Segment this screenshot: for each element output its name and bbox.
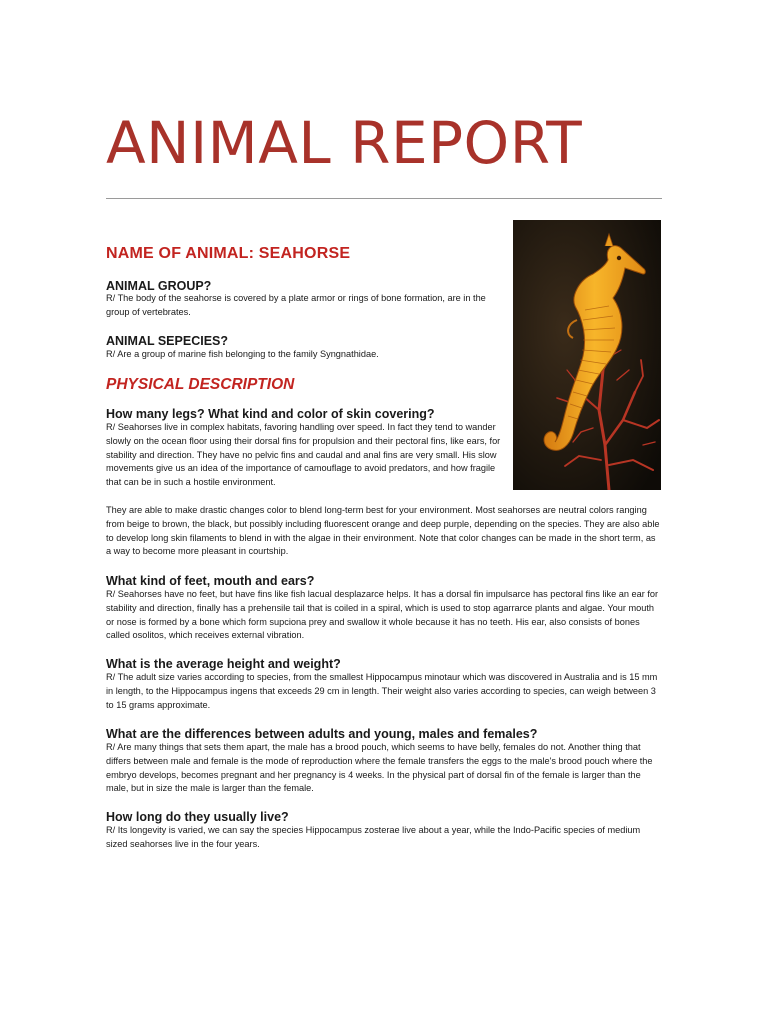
animal-group-question: ANIMAL GROUP? [106, 279, 212, 293]
feet-question: What kind of feet, mouth and ears? [106, 574, 315, 588]
animal-group-answer: R/ The body of the seahorse is covered by a plate armor or rings of bone formation, are in the group of vertebrates. [106, 293, 486, 317]
animal-species-question: ANIMAL SEPECIES? [106, 334, 229, 348]
title-divider [106, 198, 662, 199]
differences-answer: R/ Are many things that sets them apart, the male has a brood pouch, which seems to have belly, females do not. Another thing that differs between male and female is the mode of reproduction where the female transfers the eggs to the male's brood pouch where the embryo develops, becomes pregnant and her pregnancy is 4 weeks. In the physical part of dorsal fin of the female is larger than the male, but in size the male is larger than the female. [106, 742, 653, 794]
legs-answer-1: R/ Seahorses live in complex habitats, favoring handling over speed. In fact they tend to wander slowly on the ocean floor using their dorsal fins for propulsion and their pectoral fins, like ears, for stability and direction. They have no pelvic fins and caudal and anal fins are very small. His slow movements give us an idea of the importance of camouflage to avoid predators, and how fragile that can be in such a hostile environment. [106, 422, 501, 488]
lifespan-question: How long do they usually live? [106, 810, 289, 824]
height-answer: R/ The adult size varies according to species, from the smallest Hippocampus minotaur which was discovered in Australia and is 15 mm in length, to the Hippocampus ingens that exceeds 29 cm in length. Their weight also varies according to species, can weigh between 3 to 15 grams approximate. [106, 672, 658, 710]
legs-answer-2: They are able to make drastic changes color to blend long-term best for your environment. Most seahorses are neutral colors ranging from beige to brown, the black, but possibly including fluorescent orange and deep purple, depending on the species. They are also able to develop long skin filaments to blend in with the algae in their environment. Note that color changes can be made in the short term, as a way to become more pleasant in courtship. [106, 505, 660, 557]
height-question: What is the average height and weight? [106, 657, 341, 671]
animal-species-answer: R/ Are a group of marine fish belonging to the family Syngnathidae. [106, 349, 379, 359]
animal-name-heading: NAME OF ANIMAL: SEAHORSE [106, 245, 351, 262]
differences-question: What are the differences between adults and young, males and females? [106, 727, 538, 741]
legs-question: How many legs? What kind and color of skin covering? [106, 407, 435, 421]
lifespan-answer: R/ Its longevity is varied, we can say the species Hippocampus zosterae live about a year, while the Indo-Pacific species of medium sized seahorses live in the four years. [106, 825, 641, 849]
physical-description-heading: PHYSICAL DESCRIPTION [106, 376, 295, 393]
feet-answer: R/ Seahorses have no feet, but have fins like fish lacual desplazarce helps. It has a dorsal fin impulsarce has pectoral fins like an ear for stability and direction, finally has a prehensile tail that is coiled in a spiral, which is used to stop agarrarce plants and algae. Your mouth or nose is formed by a bone which form supciona prey and swallow it whole because it has no teeth. His ear, also consists of bones called osolitos, which receives external vibration. [106, 589, 659, 641]
report-title: ANIMAL REPORT [106, 109, 583, 177]
seahorse-photo [513, 220, 661, 490]
